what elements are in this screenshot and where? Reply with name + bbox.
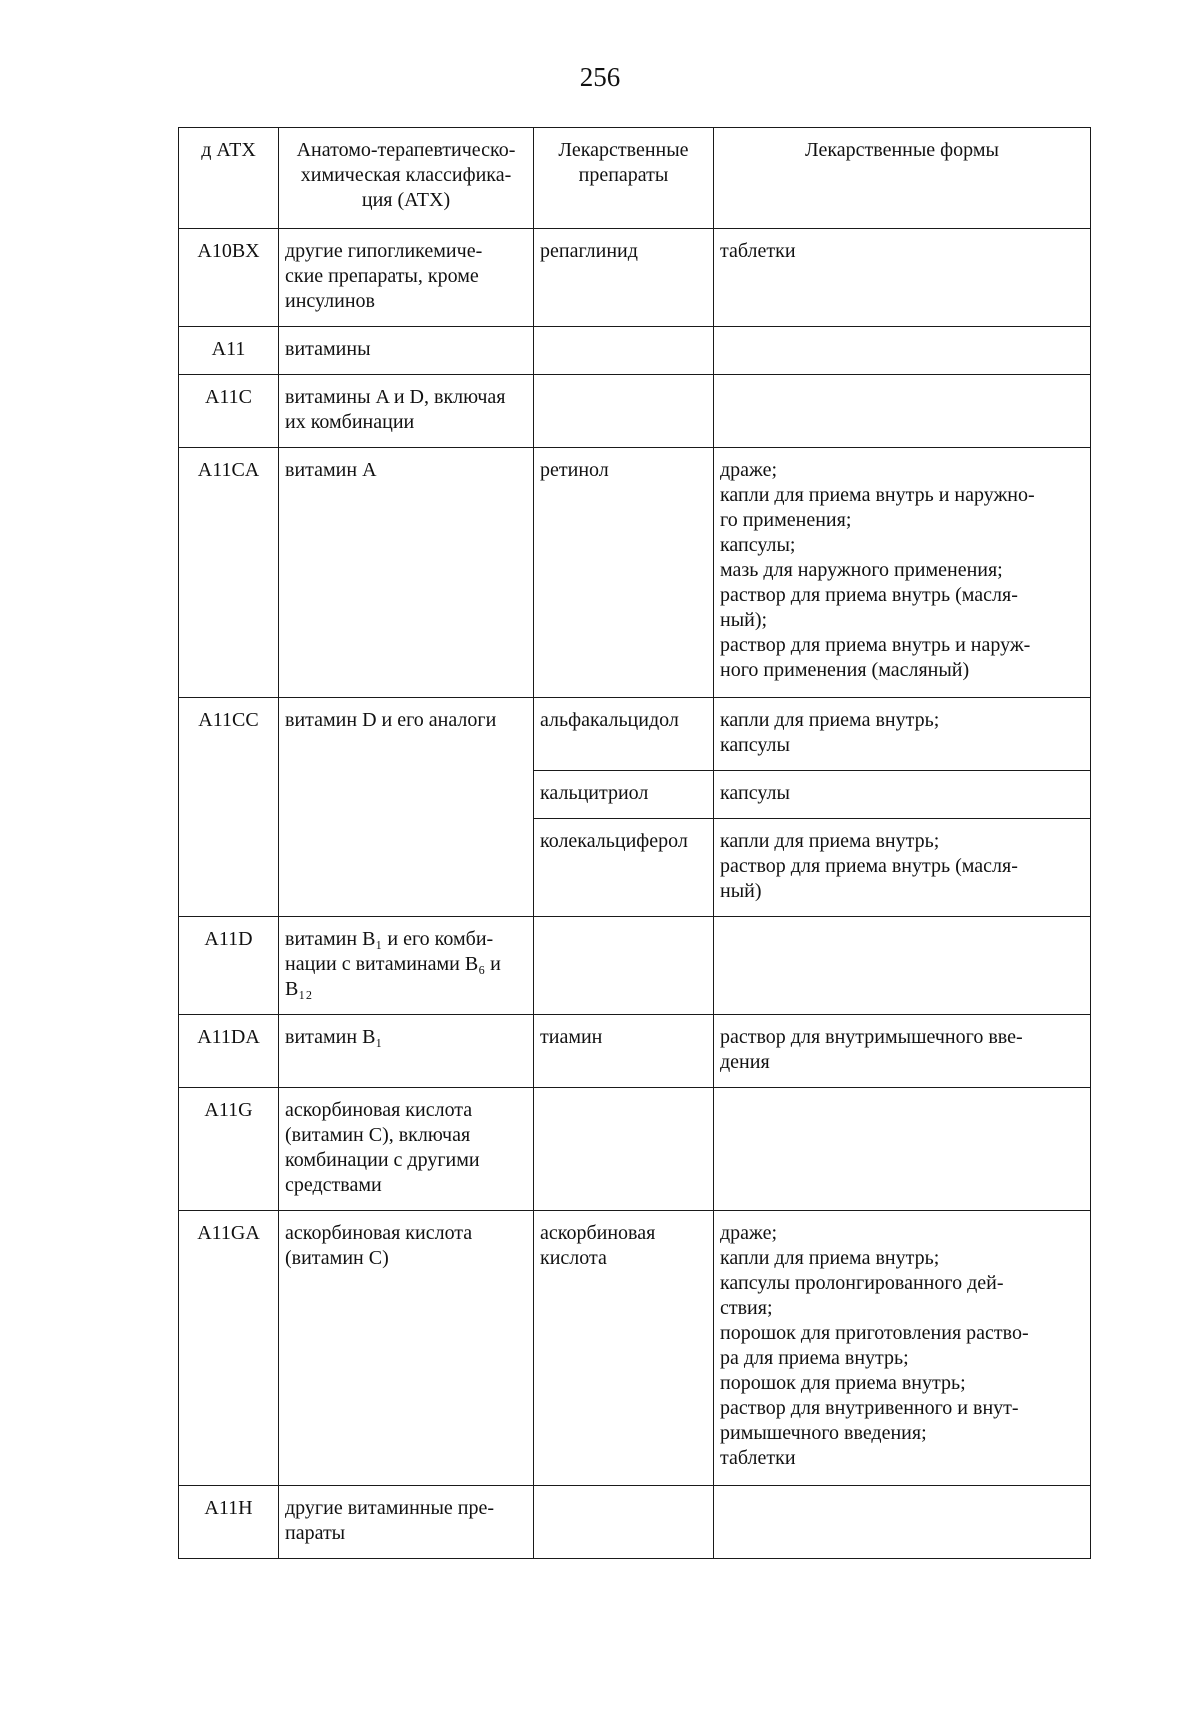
row-code: A11G: [179, 1088, 279, 1211]
row-classification: витамин B₁: [279, 1015, 534, 1088]
row-forms: капсулы: [714, 771, 1091, 819]
row-classification: витамин B₁ и его комби- нации с витаминами B₆ и B₁₂: [279, 917, 534, 1015]
row-classification: витамины A и D, включая их комбинации: [279, 375, 534, 448]
row-code: A11H: [179, 1486, 279, 1559]
row-code: A11CA: [179, 448, 279, 698]
row-forms: [714, 1486, 1091, 1559]
row-forms: [714, 1088, 1091, 1211]
row-drug: ретинол: [534, 448, 714, 698]
row-code: A11CC: [179, 698, 279, 917]
table-row: [179, 448, 1091, 698]
row-forms: капли для приема внутрь; капсулы: [714, 698, 1091, 771]
table-header-row: [179, 128, 1091, 229]
row-forms: драже; капли для приема внутрь; капсулы пролонгированного дей- ствия; порошок для приготовления раство- ра для приема внутрь; порошок для приема внутрь; раствор для внутривенного и внут- римышечного введения; таблетки: [714, 1211, 1091, 1486]
row-code: A10BX: [179, 229, 279, 327]
row-drug: колекальциферол: [534, 819, 714, 917]
row-drug: [534, 375, 714, 448]
row-drug: тиамин: [534, 1015, 714, 1088]
row-classification: витамин D и его аналоги: [279, 698, 534, 917]
row-drug: [534, 1486, 714, 1559]
row-classification: аскорбиновая кислота (витамин С): [279, 1211, 534, 1486]
row-drug: аскорбиновая кислота: [534, 1211, 714, 1486]
header-classification: Анатомо-терапевтическо- химическая классифика- ция (АТХ): [279, 128, 534, 229]
row-drug: кальцитриол: [534, 771, 714, 819]
row-classification: аскорбиновая кислота (витамин С), включая комбинации с другими средствами: [279, 1088, 534, 1211]
table-row: [179, 917, 1091, 1015]
row-drug: [534, 1088, 714, 1211]
table-row: [179, 1211, 1091, 1486]
table-row: [179, 229, 1091, 327]
row-forms: таблетки: [714, 229, 1091, 327]
row-classification: витамин А: [279, 448, 534, 698]
row-forms: раствор для внутримышечного вве- дения: [714, 1015, 1091, 1088]
row-classification: другие гипогликемиче- ские препараты, кроме инсулинов: [279, 229, 534, 327]
row-drug: [534, 327, 714, 375]
row-forms: [714, 327, 1091, 375]
table-row: [179, 327, 1091, 375]
row-code: A11: [179, 327, 279, 375]
header-drugs: Лекарственные препараты: [534, 128, 714, 229]
table-row: [179, 375, 1091, 448]
row-code: A11DA: [179, 1015, 279, 1088]
row-code: A11GA: [179, 1211, 279, 1486]
table-row: [179, 698, 1091, 771]
table-row: [179, 1088, 1091, 1211]
header-code: д АТХ: [179, 128, 279, 229]
row-forms: драже; капли для приема внутрь и наружно- го применения; капсулы; мазь для наружного применения; раствор для приема внутрь (масля- ный); раствор для приема внутрь и наруж- ного применения (масляный): [714, 448, 1091, 698]
row-forms: [714, 917, 1091, 1015]
row-classification: другие витаминные пре- параты: [279, 1486, 534, 1559]
header-forms: Лекарственные формы: [714, 128, 1091, 229]
row-drug: репаглинид: [534, 229, 714, 327]
page-number: 256: [579, 62, 621, 92]
row-code: A11C: [179, 375, 279, 448]
row-classification: витамины: [279, 327, 534, 375]
table-row: [179, 1486, 1091, 1559]
row-drug: [534, 917, 714, 1015]
row-forms: капли для приема внутрь; раствор для приема внутрь (масля- ный): [714, 819, 1091, 917]
row-code: A11D: [179, 917, 279, 1015]
row-forms: [714, 375, 1091, 448]
table-row: [179, 1015, 1091, 1088]
atc-drug-table: [178, 127, 1091, 1559]
row-drug: альфакальцидол: [534, 698, 714, 771]
